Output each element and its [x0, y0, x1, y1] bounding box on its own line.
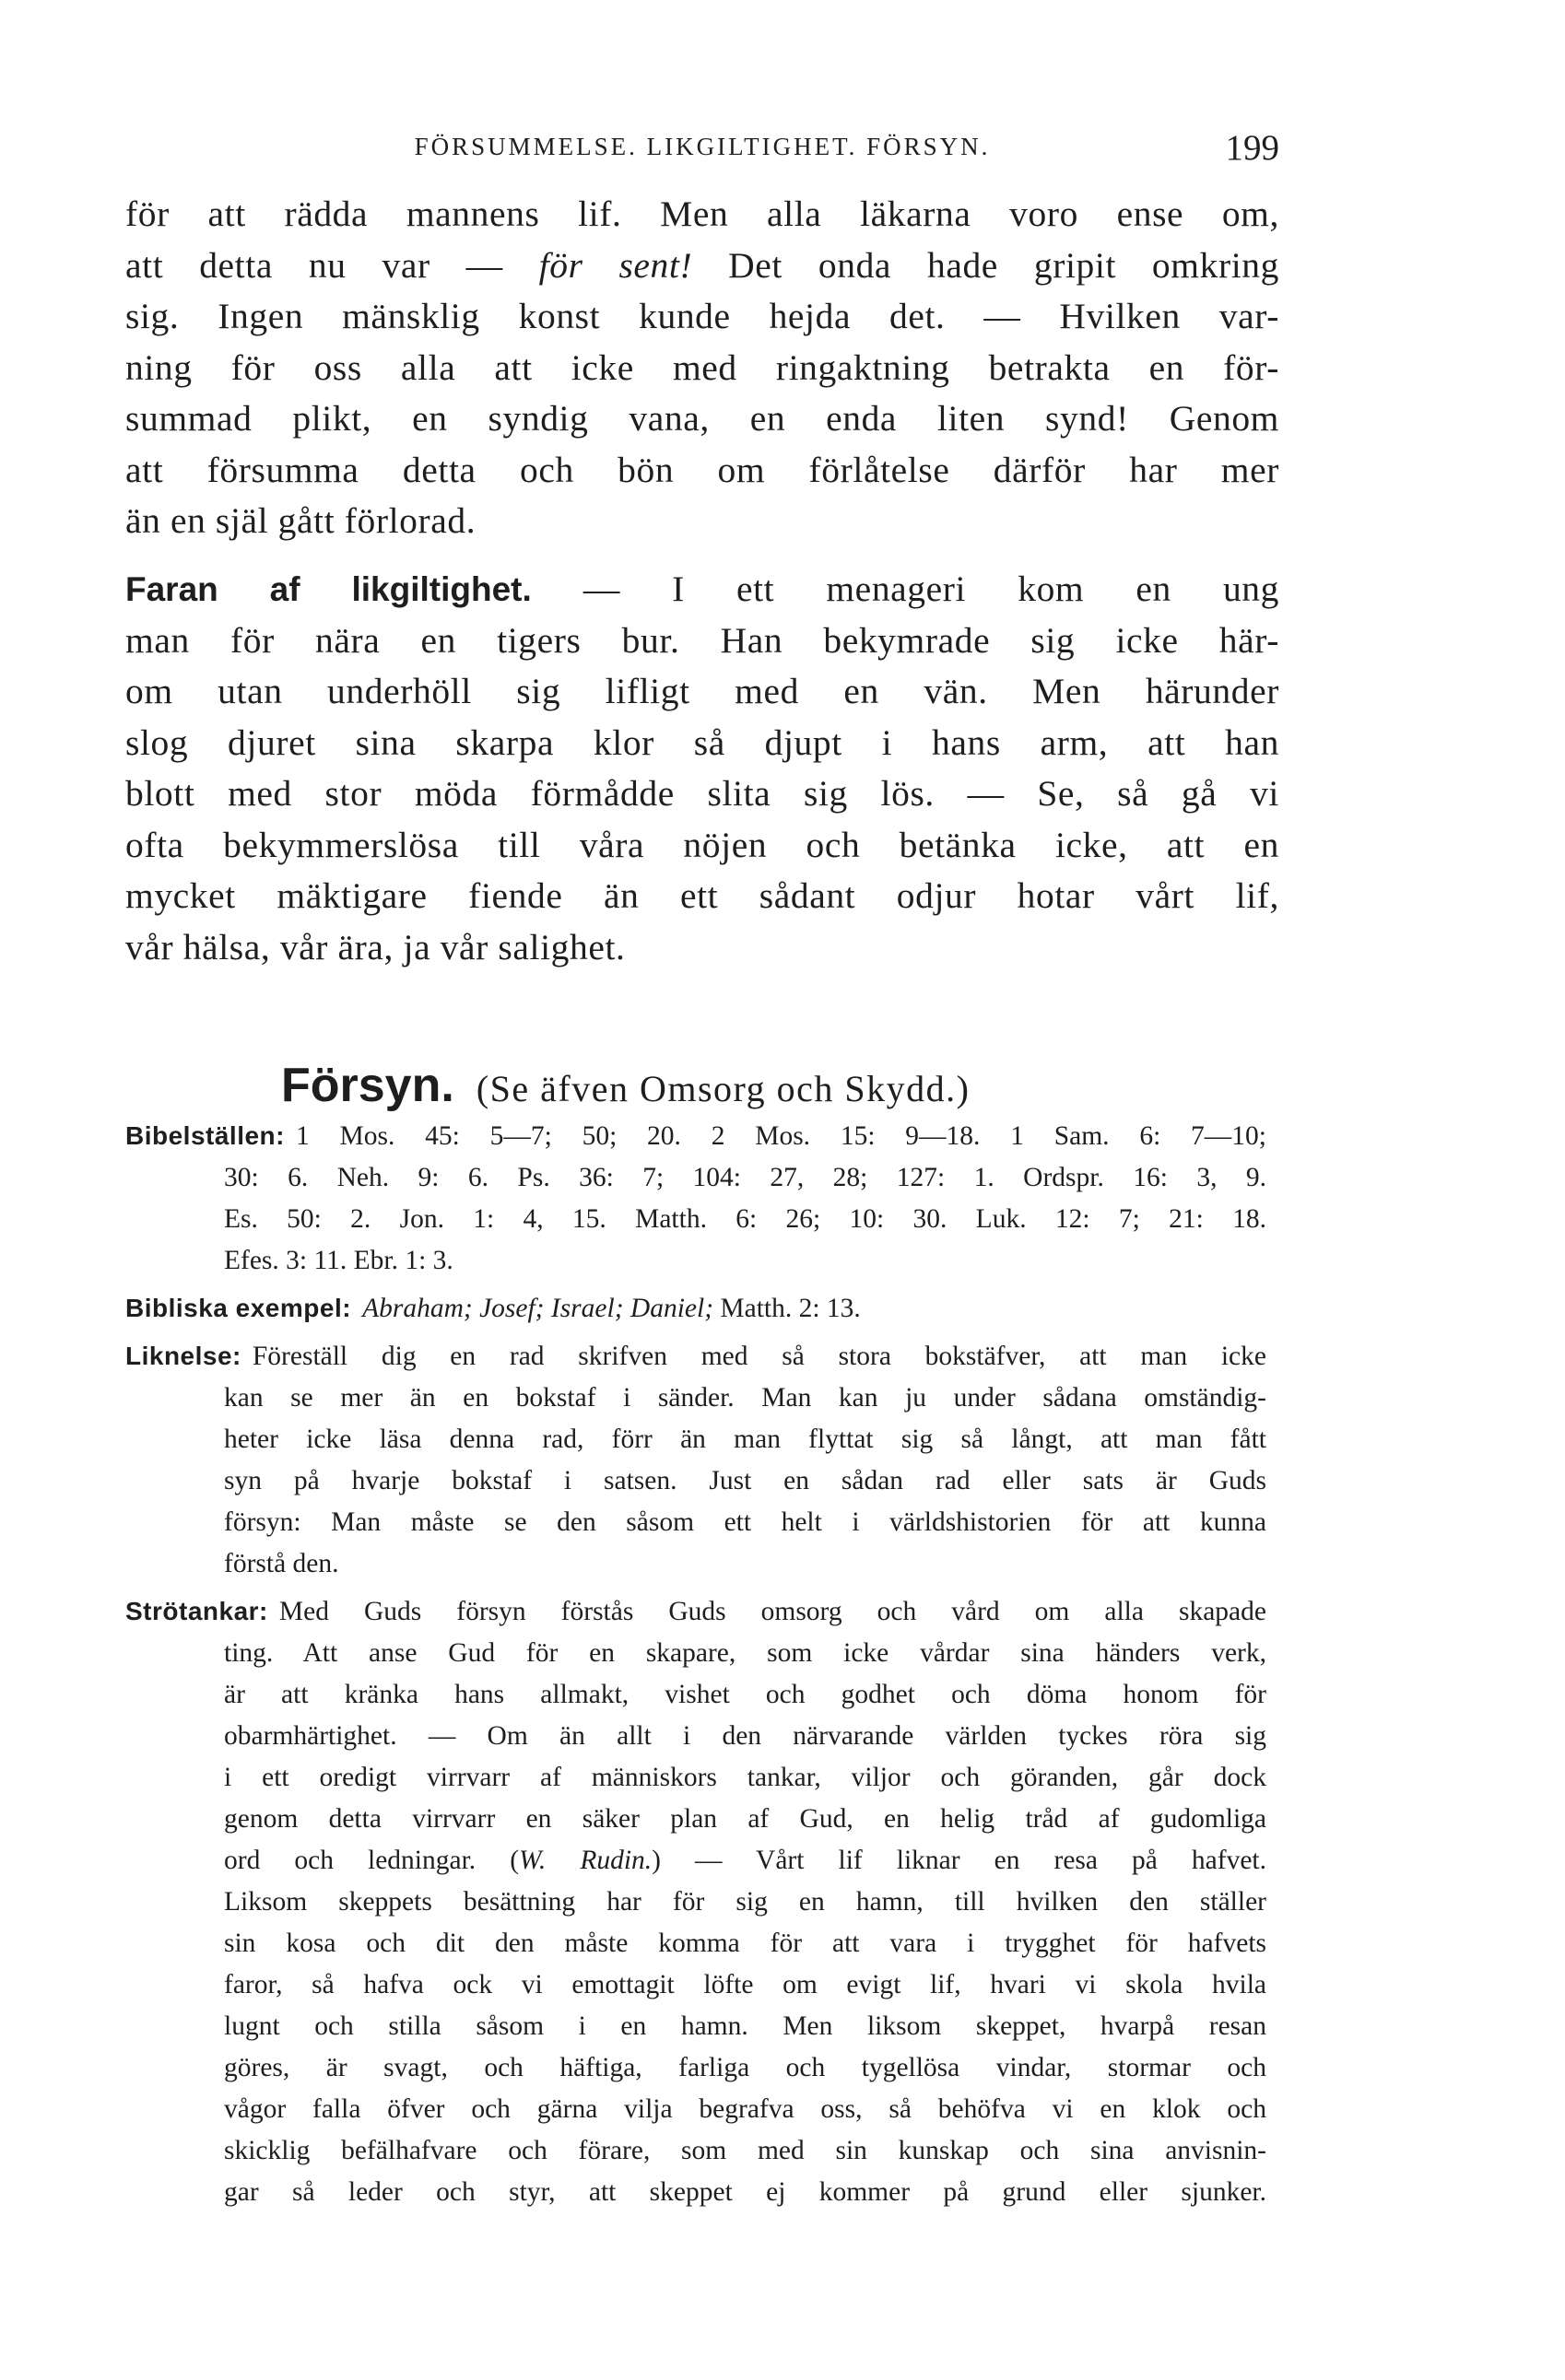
text-line: för att rädda mannens lif. Men alla läkarna voro ense om, — [125, 193, 1279, 234]
text-line: vågor falla öfver och gärna vilja begrafva oss, så behöfva vi en klok och — [224, 2094, 1266, 2124]
emphasis-text: för sent! — [538, 244, 693, 286]
page-number: 199 — [1225, 128, 1279, 168]
text-line: Bibelställen: 1 Mos. 45: 5—7; 50; 20. 2 Mos. 15: 9—18. 1 Sam. 6: 7—10; — [125, 1121, 1266, 1151]
text-line: ord och ledningar. (W. Rudin.) — Vårt lif liknar en resa på hafvet. — [224, 1846, 1266, 1875]
text-line: kan se mer än en bokstaf i sänder. Man kan ju under sådana omständig- — [224, 1383, 1266, 1413]
running-head — [125, 127, 1279, 171]
text-line: summad plikt, en syndig vana, en enda liten synd! Genom — [125, 398, 1279, 439]
text-line: att försumma detta och bön om förlåtelse därför har mer — [125, 449, 1279, 490]
text-line: sig. Ingen mänsklig konst kunde hejda det. — Hvilken var- — [125, 296, 1279, 336]
text-line: ning för oss alla att icke med ringaktning betrakta en för- — [125, 346, 1279, 388]
text-line: förstå den. — [224, 1549, 339, 1578]
entry-label: Strötankar: — [125, 1597, 268, 1625]
text-line: Strötankar: Med Guds försyn förstås Guds omsorg och vård om alla skapade — [125, 1597, 1266, 1626]
entry-bibliska-exempel — [125, 1287, 1266, 1330]
section-subtitle: (Se äfven Omsorg och Skydd.) — [476, 1068, 971, 1109]
entry-label: Bibelställen: — [125, 1121, 285, 1150]
running-head-title: FÖRSUMMELSE. LIKGILTIGHET. FÖRSYN. — [414, 133, 991, 160]
citation: (W. Rudin.) — [510, 1846, 661, 1875]
text-line: syn på hvarje bokstaf i satsen. Just en sådan rad eller sats är Guds — [224, 1466, 1266, 1495]
text-line: sin kosa och dit den måste komma för att vara i trygghet för hafvets — [224, 1929, 1266, 1958]
text-line: blott med stor möda förmådde slita sig lös. — Se, så gå vi — [125, 773, 1279, 814]
paragraph-forsummelse-end — [125, 189, 1279, 547]
text-line: lugnt och stilla såsom i en hamn. Men liksom skeppet, hvarpå resan — [224, 2011, 1266, 2041]
example-names: Abraham; Josef; Israel; Daniel; — [362, 1294, 714, 1323]
text-line: genom detta virrvarr en säker plan af Gud, en helig tråd af gudomliga — [224, 1804, 1266, 1834]
entry-bibelstallen — [125, 1115, 1266, 1282]
section-title — [281, 1058, 970, 1113]
entry-liknelse — [125, 1335, 1266, 1585]
paragraph-heading: Faran af likgiltighet. — [125, 570, 532, 608]
section-entries — [125, 1115, 1266, 2213]
text-line: vår hälsa, vår ära, ja vår salighet. — [125, 926, 626, 967]
text-line: ofta bekymmerslösa till våra nöjen och betänka icke, att en — [125, 824, 1279, 865]
text-line: försyn: Man måste se den såsom ett helt i världshistorien för att kunna — [224, 1507, 1266, 1537]
text-line: ting. Att anse Gud för en skapare, som icke vårdar sina händers verk, — [224, 1638, 1266, 1668]
text-line: göres, är svagt, och häftiga, farliga och tygellösa vindar, stormar och — [224, 2053, 1266, 2082]
text-line: Bibliska exempel: Abraham; Josef; Israel; Daniel; Matth. 2: 13. — [125, 1294, 861, 1323]
text-line: 30: 6. Neh. 9: 6. Ps. 36: 7; 104: 27, 28; 127: 1. Ordspr. 16: 3, 9. — [224, 1163, 1266, 1192]
text-line: än en själ gått förlorad. — [125, 500, 477, 541]
text-line: är att kränka hans allmakt, vishet och godhet och döma honom för — [224, 1680, 1266, 1709]
text-line: om utan underhöll sig lifligt med en vän. Men härunder — [125, 671, 1279, 711]
text-line: Es. 50: 2. Jon. 1: 4, 15. Matth. 6: 26; 10: 30. Luk. 12: 7; 21: 18. — [224, 1204, 1266, 1234]
text-line: Liksom skeppets besättning har för sig en hamn, till hvilken den ställer — [224, 1887, 1266, 1917]
entry-label: Liknelse: — [125, 1342, 241, 1370]
paragraph-likgiltighet — [125, 564, 1279, 973]
text-line: slog djuret sina skarpa klor så djupt i hans arm, att han — [125, 721, 1279, 763]
text-line: obarmhärtighet. — Om än allt i den närvarande världen tyckes röra sig — [224, 1721, 1266, 1751]
text-line: gar så leder och styr, att skeppet ej kommer på grund eller sjunker. — [224, 2177, 1266, 2207]
section-title-main: Försyn. — [281, 1059, 454, 1112]
text-line: Efes. 3: 11. Ebr. 1: 3. — [224, 1246, 453, 1275]
text-line: faror, så hafva ock vi emottagit löfte om evigt lif, hvari vi skola hvila — [224, 1970, 1266, 1999]
text-line: i ett oredigt virrvarr af människors tankar, viljor och göranden, går dock — [224, 1763, 1266, 1792]
text-line: Liknelse: Föreställ dig en rad skrifven med så stora bokstäfver, att man icke — [125, 1342, 1266, 1371]
text-line: mycket mäktigare fiende än ett sådant odjur hotar vårt lif, — [125, 875, 1279, 916]
entry-label: Bibliska exempel: — [125, 1294, 352, 1322]
entry-strotankar — [125, 1590, 1266, 2213]
text-line: heter icke läsa denna rad, förr än man flyttat sig så långt, att man fått — [224, 1424, 1266, 1454]
text-line: att detta nu var — för sent! Det onda hade gripit omkring — [125, 244, 1279, 286]
text-line: skicklig befälhafvare och förare, som med sin kunskap och sina anvisnin- — [224, 2136, 1266, 2165]
text-line: man för nära en tigers bur. Han bekymrade sig icke här- — [125, 619, 1279, 661]
text-line: Faran af likgiltighet. — I ett menageri kom en ung — [125, 569, 1279, 609]
